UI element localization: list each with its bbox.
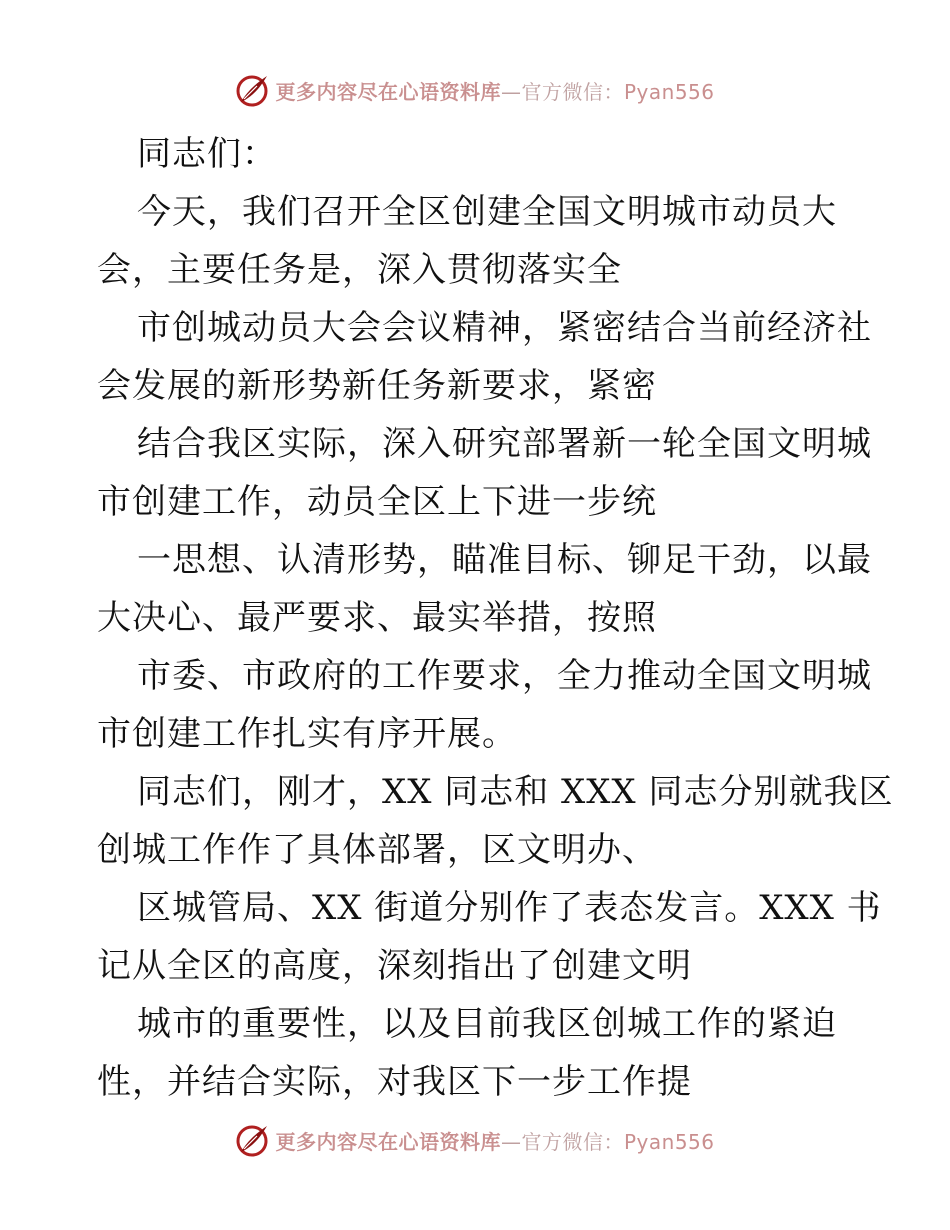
body-line: 会发展的新形势新任务新要求，紧密 bbox=[97, 366, 657, 406]
body-line: 结合我区实际，深入研究部署新一轮全国文明城 bbox=[137, 424, 872, 464]
body-line: 市委、市政府的工作要求，全力推动全国文明城 bbox=[137, 656, 872, 696]
watermark-text bbox=[275, 76, 714, 105]
watermark-dash: — bbox=[500, 1129, 522, 1154]
body-line: 市创城动员大会会议精神，紧密结合当前经济社 bbox=[137, 308, 872, 348]
watermark-site-text: 更多内容尽在心语资料库 bbox=[275, 1129, 501, 1154]
body-line: 记从全区的高度，深刻指出了创建文明 bbox=[97, 946, 692, 986]
body-line: 创城工作作了具体部署，区文明办、 bbox=[97, 830, 657, 870]
body-line: 大决心、最严要求、最实举措，按照 bbox=[97, 598, 657, 638]
body-line: 区城管局、XX 街道分别作了表态发言。XXX 书 bbox=[137, 888, 882, 928]
watermark-site-text: 更多内容尽在心语资料库 bbox=[275, 79, 501, 104]
watermark-wechat-id: Pyan556 bbox=[623, 1129, 715, 1154]
feather-pen-logo-icon bbox=[235, 1122, 271, 1158]
body-line: 性，并结合实际，对我区下一步工作提 bbox=[97, 1062, 692, 1102]
body-line: 同志们： bbox=[137, 134, 277, 174]
body-line: 市创建工作扎实有序开展。 bbox=[97, 714, 517, 754]
body-line: 同志们，刚才，XX 同志和 XXX 同志分别就我区 bbox=[137, 772, 894, 812]
watermark-wechat-label: 官方微信： bbox=[521, 79, 624, 104]
body-line: 城市的重要性，以及目前我区创城工作的紧迫 bbox=[137, 1004, 837, 1044]
watermark-dash: — bbox=[500, 79, 522, 104]
body-line: 一思想、认清形势，瞄准目标、铆足干劲，以最 bbox=[137, 540, 872, 580]
watermark-wechat-id: Pyan556 bbox=[623, 79, 715, 104]
footer-watermark bbox=[0, 1120, 950, 1160]
body-line: 会，主要任务是，深入贯彻落实全 bbox=[97, 250, 622, 290]
feather-pen-logo-icon bbox=[235, 72, 271, 108]
body-line: 市创建工作，动员全区上下进一步统 bbox=[97, 482, 657, 522]
watermark-wechat-label: 官方微信： bbox=[521, 1129, 624, 1154]
watermark-text bbox=[275, 1126, 714, 1155]
body-line: 今天，我们召开全区创建全国文明城市动员大 bbox=[137, 192, 837, 232]
header-watermark bbox=[0, 70, 950, 110]
document-body bbox=[97, 125, 894, 1111]
